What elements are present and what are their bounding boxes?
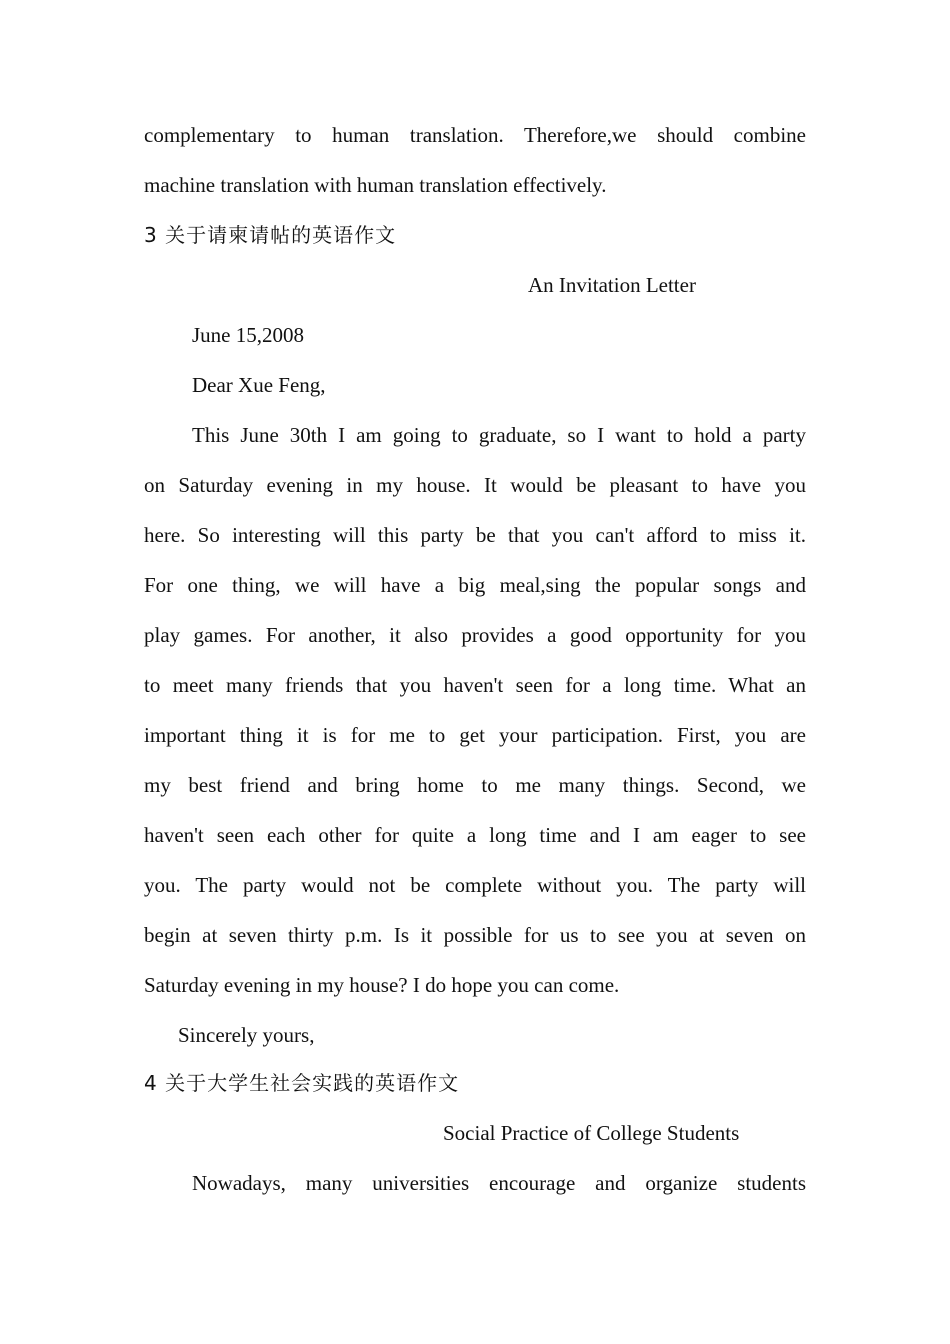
- letter-body-line: on Saturday evening in my house. It would be pleasant to have you: [144, 473, 806, 497]
- section-3-heading: 3 关于请柬请帖的英语作文: [144, 223, 397, 247]
- prev-essay-line-1: complementary to human translation. Therefore,we should combine: [144, 123, 806, 147]
- letter-body-line: important thing it is for me to get your participation. First, you are: [144, 723, 806, 747]
- section-4-title: Social Practice of College Students: [443, 1121, 740, 1145]
- letter-body-line: play games. For another, it also provides a good opportunity for you: [144, 623, 806, 647]
- letter-body-line: Saturday evening in my house? I do hope you can come.: [144, 973, 620, 997]
- section-4-heading: 4 关于大学生社会实践的英语作文: [144, 1071, 460, 1095]
- letter-body-line: This June 30th I am going to graduate, so I want to hold a party: [192, 423, 806, 447]
- prev-essay-line-2: machine translation with human translation effectively.: [144, 173, 607, 197]
- letter-body-line: you. The party would not be complete without you. The party will: [144, 873, 806, 897]
- letter-body-line: here. So interesting will this party be that you can't afford to miss it.: [144, 523, 806, 547]
- section-4-first-line: Nowadays, many universities encourage and organize students: [192, 1171, 806, 1195]
- section-3-title: An Invitation Letter: [528, 273, 696, 297]
- letter-body-line: For one thing, we will have a big meal,sing the popular songs and: [144, 573, 806, 597]
- letter-body-line: begin at seven thirty p.m. Is it possible for us to see you at seven on: [144, 923, 806, 947]
- letter-body-line: to meet many friends that you haven't seen for a long time. What an: [144, 673, 806, 697]
- letter-body-line: haven't seen each other for quite a long time and I am eager to see: [144, 823, 806, 847]
- letter-closing: Sincerely yours,: [178, 1023, 315, 1047]
- letter-salutation: Dear Xue Feng,: [192, 373, 326, 397]
- letter-date: June 15,2008: [192, 323, 304, 347]
- letter-body-line: my best friend and bring home to me many things. Second, we: [144, 773, 806, 797]
